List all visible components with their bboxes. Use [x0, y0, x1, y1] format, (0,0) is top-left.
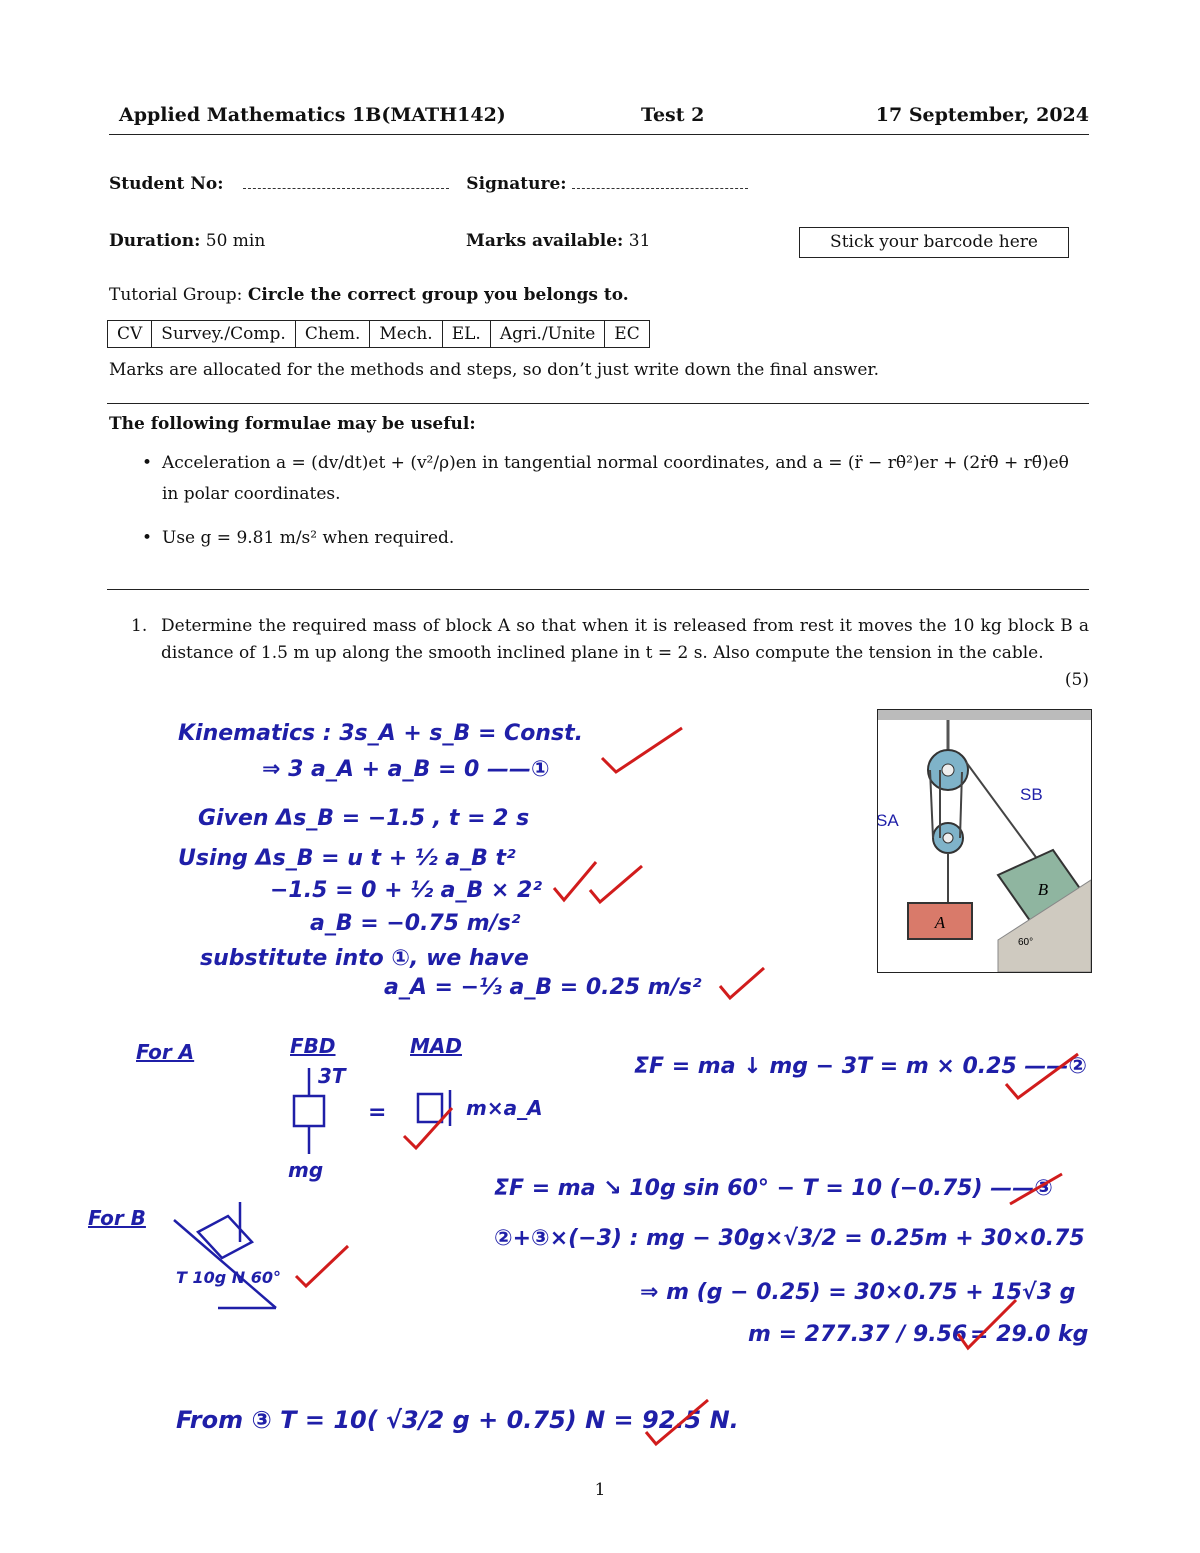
hw-eq-a: ΣF = ma ↓ mg − 3T = m × 0.25 ——②	[634, 1054, 1088, 1079]
tutorial-row	[109, 285, 629, 305]
hw-fbd-b-labels: T 10g N 60°	[176, 1268, 281, 1287]
test-title: Test 2	[641, 104, 705, 126]
check-icon	[1008, 1170, 1064, 1210]
hw-eq-e: m = 277.37 / 9.56	[748, 1322, 968, 1347]
check-icon	[598, 722, 688, 778]
bullet-icon: •	[142, 528, 153, 549]
check-icon	[586, 860, 646, 908]
hw-eq-e-answer: = 29.0 kg	[970, 1322, 1089, 1347]
hw-for-a: For A	[136, 1040, 195, 1064]
check-icon	[642, 1396, 712, 1450]
hw-eq-b: ΣF = ma ↘ 10g sin 60° − T = 10 (−0.75) ——③	[494, 1176, 1053, 1201]
marks-label: Marks available:	[466, 231, 624, 251]
pulley-diagram	[878, 710, 1091, 972]
formula-item: • Acceleration a = (dv/dt)et + (v²/ρ)en in tangential normal coordinates, and a = (r̈ − rθ̇²)er + (2ṙθ̇ + rθ̈)eθ in polar coordinates.	[140, 450, 1090, 507]
barcode-box: Stick your barcode here	[799, 227, 1069, 258]
hw-fbd-b-sketch	[168, 1196, 288, 1316]
student-no-field[interactable]	[243, 174, 449, 189]
hw-inertia-label: m×a_A	[466, 1096, 543, 1120]
hw-mad: MAD	[410, 1034, 462, 1058]
tutorial-label: Tutorial Group:	[109, 285, 243, 305]
sb-label: SB	[1020, 785, 1043, 804]
ceiling	[878, 710, 1091, 720]
formula-item: • Use g = 9.81 m/s² when required.	[140, 525, 1090, 551]
hw-line: a_B = −0.75 m/s²	[310, 911, 521, 936]
hw-line: Using Δs_B = u t + ½ a_B t²	[178, 846, 516, 871]
duration-value: 50 min	[205, 231, 266, 251]
marks-value: 31	[628, 231, 651, 251]
hw-tension-label: 3T	[318, 1064, 346, 1088]
check-icon	[292, 1242, 352, 1292]
student-no-label: Student No:	[109, 174, 224, 194]
sa-label: SA	[878, 811, 899, 830]
hw-eq-d: ⇒ m (g − 0.25) = 30×0.75 + 15√3 g	[640, 1280, 1076, 1305]
bullet-icon: •	[142, 453, 153, 473]
student-info-row	[109, 174, 748, 194]
block-a-label: A	[934, 913, 946, 932]
group-cell[interactable]: EC	[605, 321, 649, 348]
hw-line: ⇒ 3 a_A + a_B = 0 ——①	[262, 757, 550, 782]
divider	[107, 589, 1089, 590]
formulae-list	[140, 450, 1090, 569]
course-title: Applied Mathematics 1B(MATH142)	[119, 104, 506, 126]
hw-line: −1.5 = 0 + ½ a_B × 2²	[270, 878, 542, 903]
divider	[107, 403, 1089, 404]
hw-line: a_A = −⅓ a_B = 0.25 m/s²	[384, 975, 702, 1000]
question-marks: (5)	[1064, 670, 1089, 690]
duration-row	[109, 231, 265, 251]
lower-pulley-axle	[943, 833, 953, 843]
hw-weight-label: mg	[288, 1158, 324, 1182]
group-cell[interactable]: Chem.	[295, 321, 370, 348]
check-icon	[400, 1104, 456, 1154]
hw-line: Given Δs_B = −1.5 , t = 2 s	[198, 806, 530, 831]
pulley-figure	[877, 709, 1092, 973]
check-icon	[716, 964, 768, 1004]
check-icon	[954, 1294, 1020, 1356]
group-cell[interactable]: Agri./Unite	[490, 321, 604, 348]
group-cell[interactable]: CV	[108, 321, 152, 348]
question-1	[131, 613, 1089, 690]
exam-header	[109, 104, 1089, 135]
tutorial-instruction: Circle the correct group you belongs to.	[247, 285, 629, 305]
tutorial-group-table	[107, 320, 650, 348]
check-icon	[1002, 1050, 1082, 1104]
marks-note: Marks are allocated for the methods and steps, so don’t just write down the final answer.	[109, 360, 880, 380]
marks-row	[466, 231, 650, 251]
hw-eq-f: From ③ T = 10( √3/2 g + 0.75) N = 92.5 N.	[176, 1406, 739, 1434]
signature-label: Signature:	[466, 174, 567, 194]
duration-label: Duration:	[109, 231, 201, 251]
group-cell[interactable]: Mech.	[370, 321, 442, 348]
hw-equals: =	[368, 1100, 387, 1125]
angle-label: 60°	[1018, 937, 1034, 948]
hw-line: substitute into ①, we have	[200, 946, 529, 971]
question-number: 1.	[131, 616, 148, 636]
hw-line: Kinematics : 3s_A + s_B = Const.	[178, 721, 583, 746]
formulae-heading: The following formulae may be useful:	[109, 414, 476, 434]
cable-to-b	[966, 762, 1038, 860]
test-date: 17 September, 2024	[875, 104, 1089, 126]
hw-fbd: FBD	[290, 1034, 336, 1058]
upper-pulley-axle	[942, 764, 954, 776]
hw-eq-c: ②+③×(−3) : mg − 30g×√3/2 = 0.25m + 30×0.75	[494, 1226, 1085, 1251]
question-text: Determine the required mass of block A so that when it is released from rest it moves the 10 kg block B a distance of 1.5 m up along the smooth inclined plane in t = 2 s. Also compute the tension in the cable.	[161, 616, 1089, 663]
block-b-label: B	[1037, 880, 1049, 899]
group-cell[interactable]: EL.	[442, 321, 490, 348]
signature-field[interactable]	[572, 174, 748, 189]
page-number: 1	[594, 1480, 606, 1500]
hw-for-b: For B	[88, 1206, 146, 1230]
group-cell[interactable]: Survey./Comp.	[152, 321, 296, 348]
